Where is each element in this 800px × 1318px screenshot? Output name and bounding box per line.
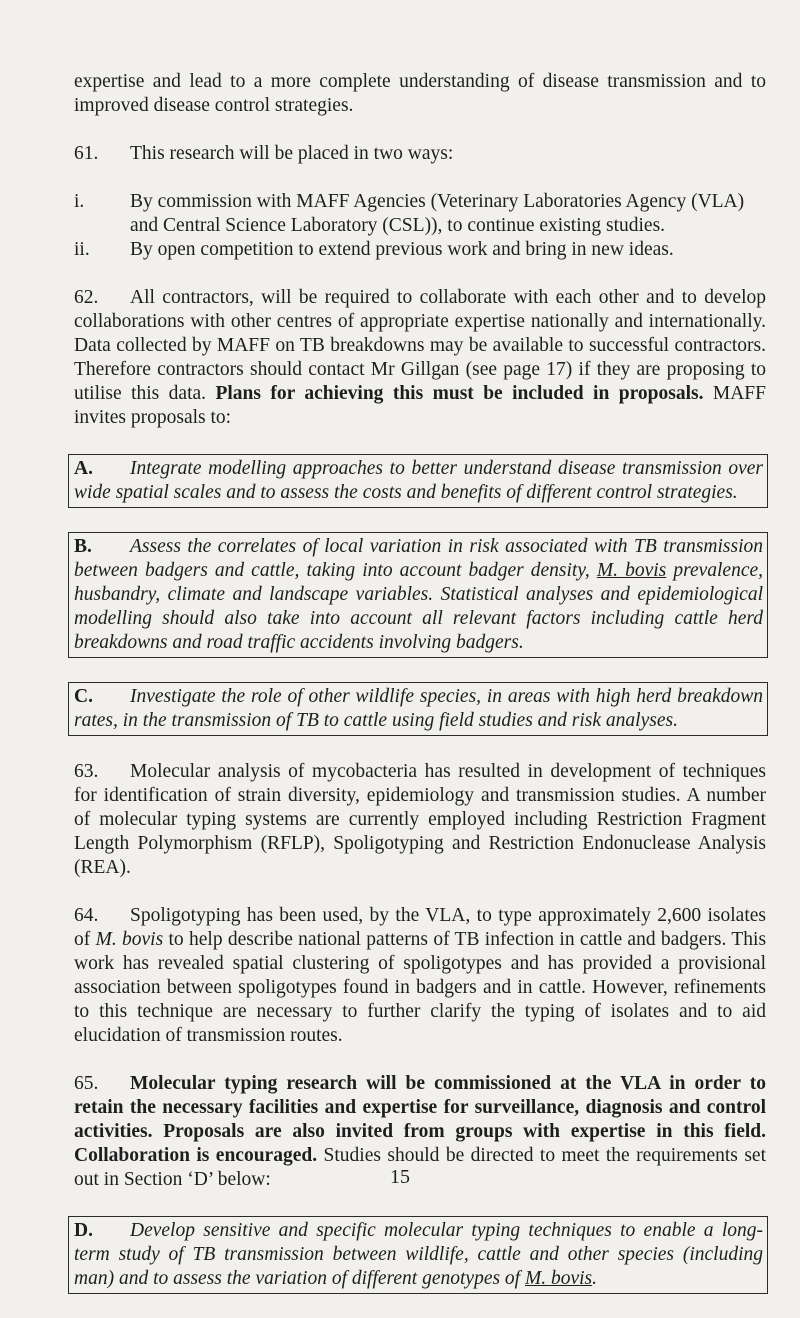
para-text: Molecular analysis of mycobacteria has resulted in development of techniques for identification of strain diversity, epidemiology and transmission studies. A number of molecular typing systems are currently employed including Restriction Fragment Length Polymorphism (RFLP), Spoligotyping and Restriction Endonuclease Analysis (REA). [74,761,766,878]
para-text: All contractors, will be required to collaborate with each other and to develop collaborations with other centres of appropriate expertise nationally and internationally. Data collected by MAFF on TB breakdowns may be available to successful contractors. Therefore contractors should contact Mr Gillgan (see page 17) if they are proposing to utilise this data. [74,287,766,404]
page-number: 15 [390,1166,410,1188]
box-label: B. [74,536,92,557]
para-number: 65. [74,1073,99,1094]
box-text-tail: prevalence, husbandry, climate and landscape variables. Statistical analyses and epidemiological modelling should also take into account all relevant factors including cattle herd breakdowns and road traffic accidents involving badgers. [74,560,764,653]
list-item-number: i. [74,191,85,212]
method-list [74,190,766,262]
para-text-tail: Studies should be directed to meet the requirements set out in Section ‘D’ below: [74,1145,766,1190]
para-text-tail: MAFF invites proposals to: [74,383,766,428]
para-number: 62. [74,287,99,308]
paragraph-63 [74,760,766,880]
box-text: Develop sensitive and specific molecular typing techniques to enable a long-term study of TB transmission between wildlife, cattle and other species (including man) and to assess the variation of different genotypes of [74,1220,763,1289]
species-name: M. bovis [524,1268,593,1289]
document-page [74,70,766,1318]
paragraph-61 [74,142,766,166]
box-label: D. [74,1220,93,1241]
para-bold-text: Plans for achieving this must be included in proposals. [215,383,704,404]
box-text: Integrate modelling approaches to better understand disease transmission over wide spatial scales and to assess the costs and benefits of different control strategies. [74,458,763,503]
box-label: C. [74,686,93,707]
list-item-text: By commission with MAFF Agencies (Veterinary Laboratories Agency (VLA) and Central Science Laboratory (CSL)), to continue existing studies. [130,191,745,236]
list-item-number: ii. [74,239,90,260]
box-label: A. [74,458,93,479]
objective-box-d [68,1216,768,1294]
box-text: Assess the correlates of local variation in risk associated with TB transmission between badgers and cattle, taking into account badger density, [74,536,763,581]
box-text-tail: . [592,1268,598,1289]
list-item [74,238,766,262]
intro-paragraph: expertise and lead to a more complete understanding of disease transmission and to improved disease control strategies. [74,71,766,116]
species-name: M. bovis [596,560,667,581]
species-name: M. bovis [95,929,164,950]
para-bold-text: Molecular typing research will be commissioned at the VLA in order to retain the necessary facilities and expertise for surveillance, diagnosis and control activities. Proposals are also invited from groups with expertise in this field. Collaboration is encouraged. [74,1073,766,1166]
objective-box-a [68,454,768,508]
para-text: Spoligotyping has been used, by the VLA, to type approximately 2,600 isolates of [74,905,766,950]
paragraph-64 [74,904,766,1048]
para-number: 63. [74,761,99,782]
para-number: 64. [74,905,99,926]
para-text: This research will be placed in two ways: [130,143,454,164]
list-item [74,190,766,238]
objective-box-c [68,682,768,736]
list-item-text: By open competition to extend previous work and bring in new ideas. [130,239,674,260]
para-number: 61. [74,143,99,164]
box-text: Investigate the role of other wildlife species, in areas with high herd breakdown rates, in the transmission of TB to cattle using field studies and risk analyses. [74,686,763,731]
objective-box-b [68,532,768,658]
paragraph-62 [74,286,766,430]
para-text-tail: to help describe national patterns of TB infection in cattle and badgers. This work has revealed spatial clustering of spoligotypes and has provided a provisional association between spoligotypes found in badgers and in cattle. However, refinements to this technique are necessary to further clarify the typing of isolates and to aid elucidation of transmission routes. [74,929,767,1046]
